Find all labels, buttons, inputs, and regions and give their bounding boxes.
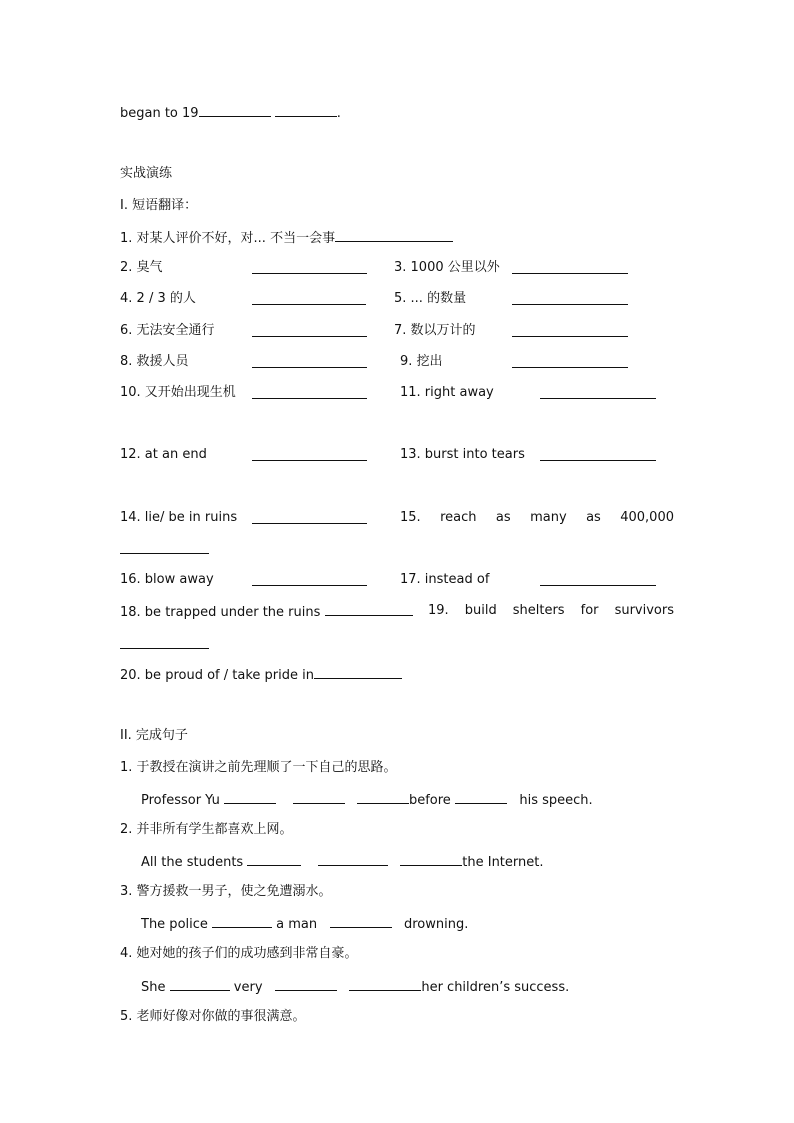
phrase-item-9: 9. 挖出 <box>400 354 443 369</box>
answer-blank[interactable] <box>252 336 367 337</box>
answer-blank[interactable] <box>540 585 656 586</box>
sentence-text: her children’s success. <box>421 980 570 995</box>
answer-blank[interactable] <box>224 791 276 804</box>
sentence-text: All the students <box>141 855 244 870</box>
answer-blank[interactable] <box>293 791 345 804</box>
answer-blank[interactable] <box>335 229 453 242</box>
answer-blank[interactable] <box>199 104 271 117</box>
answer-blank[interactable] <box>314 666 402 679</box>
sentence-4-en <box>141 978 569 996</box>
phrase-item-14: 14. lie/ be in ruins <box>120 510 238 525</box>
sentence-text: drowning. <box>403 917 469 932</box>
phrase-item-20 <box>120 666 402 684</box>
phrase-item-10: 10. 又开始出现生机 <box>120 385 236 400</box>
part1-heading: I. 短语翻译： <box>120 198 198 213</box>
phrase-text: 1. 对某人评价不好，对... 不当一会事 <box>120 231 336 246</box>
answer-blank[interactable] <box>252 460 367 461</box>
phrase-item-12: 12. at an end <box>120 447 207 462</box>
answer-blank[interactable] <box>275 978 337 991</box>
sentence-text: Professor Yu <box>141 793 220 808</box>
answer-blank[interactable] <box>512 304 628 305</box>
phrase-item-4: 4. 2 / 3 的人 <box>120 291 196 306</box>
answer-blank[interactable] <box>325 603 413 616</box>
phrase-item-5: 5. ... 的数量 <box>394 291 467 306</box>
answer-blank[interactable] <box>512 273 628 274</box>
answer-blank[interactable] <box>349 978 421 991</box>
sentence-3-en <box>141 915 468 933</box>
part2-heading: II. 完成句子 <box>120 728 188 743</box>
phrase-item-1 <box>120 229 453 247</box>
sentence-text: a man <box>276 917 318 932</box>
answer-blank[interactable] <box>252 523 367 524</box>
answer-blank[interactable] <box>330 915 392 928</box>
sentence-text: before <box>408 793 451 808</box>
sentence-2-en <box>141 853 543 871</box>
phrase-item-8: 8. 救援人员 <box>120 354 189 369</box>
answer-blank[interactable] <box>540 398 656 399</box>
sentence-text: She <box>141 980 166 995</box>
answer-blank[interactable] <box>357 791 409 804</box>
answer-blank[interactable] <box>400 853 462 866</box>
answer-blank[interactable] <box>120 553 209 554</box>
phrase-item-6: 6. 无法安全通行 <box>120 323 215 338</box>
sentence-5-cn: 5. 老师好像对你做的事很满意。 <box>120 1009 306 1024</box>
phrase-item-2: 2. 臭气 <box>120 260 163 275</box>
answer-blank[interactable] <box>252 367 367 368</box>
answer-blank[interactable] <box>275 104 337 117</box>
prev-question-line <box>120 104 341 122</box>
answer-blank[interactable] <box>252 398 367 399</box>
answer-blank[interactable] <box>512 336 628 337</box>
answer-blank[interactable] <box>540 460 656 461</box>
phrase-item-15: 15. reach as many as 400,000 <box>400 510 674 525</box>
phrase-item-19: 19. build shelters for survivors <box>428 603 674 618</box>
answer-blank[interactable] <box>318 853 388 866</box>
sentence-text: his speech. <box>519 793 593 808</box>
answer-blank[interactable] <box>120 648 209 649</box>
phrase-text: 18. be trapped under the ruins <box>120 605 321 620</box>
phrase-item-18 <box>120 603 413 621</box>
answer-blank[interactable] <box>252 304 366 305</box>
sentence-text: The police <box>141 917 208 932</box>
sentence-1-cn: 1. 于教授在演讲之前先理顺了一下自己的思路。 <box>120 760 397 775</box>
sentence-text: very <box>233 980 263 995</box>
phrase-item-3: 3. 1000 公里以外 <box>394 260 500 275</box>
answer-blank[interactable] <box>455 791 507 804</box>
phrase-item-11: 11. right away <box>400 385 494 400</box>
sentence-4-cn: 4. 她对她的孩子们的成功感到非常自豪。 <box>120 946 358 961</box>
answer-blank[interactable] <box>252 273 367 274</box>
answer-blank[interactable] <box>512 367 628 368</box>
phrase-item-17: 17. instead of <box>400 572 490 587</box>
phrase-text: 20. be proud of / take pride in <box>120 668 314 683</box>
prev-question-text: began to 19 <box>120 106 199 121</box>
sentence-3-cn: 3. 警方援救一男子，使之免遭溺水。 <box>120 884 332 899</box>
sentence-1-en <box>141 791 593 809</box>
phrase-item-16: 16. blow away <box>120 572 214 587</box>
period: . <box>336 106 341 121</box>
answer-blank[interactable] <box>212 915 272 928</box>
section-heading: 实战演练 <box>120 166 173 181</box>
answer-blank[interactable] <box>247 853 301 866</box>
phrase-item-7: 7. 数以万计的 <box>394 323 476 338</box>
answer-blank[interactable] <box>252 585 367 586</box>
sentence-text: the Internet. <box>462 855 544 870</box>
answer-blank[interactable] <box>170 978 230 991</box>
phrase-item-13: 13. burst into tears <box>400 447 525 462</box>
sentence-2-cn: 2. 并非所有学生都喜欢上网。 <box>120 822 293 837</box>
